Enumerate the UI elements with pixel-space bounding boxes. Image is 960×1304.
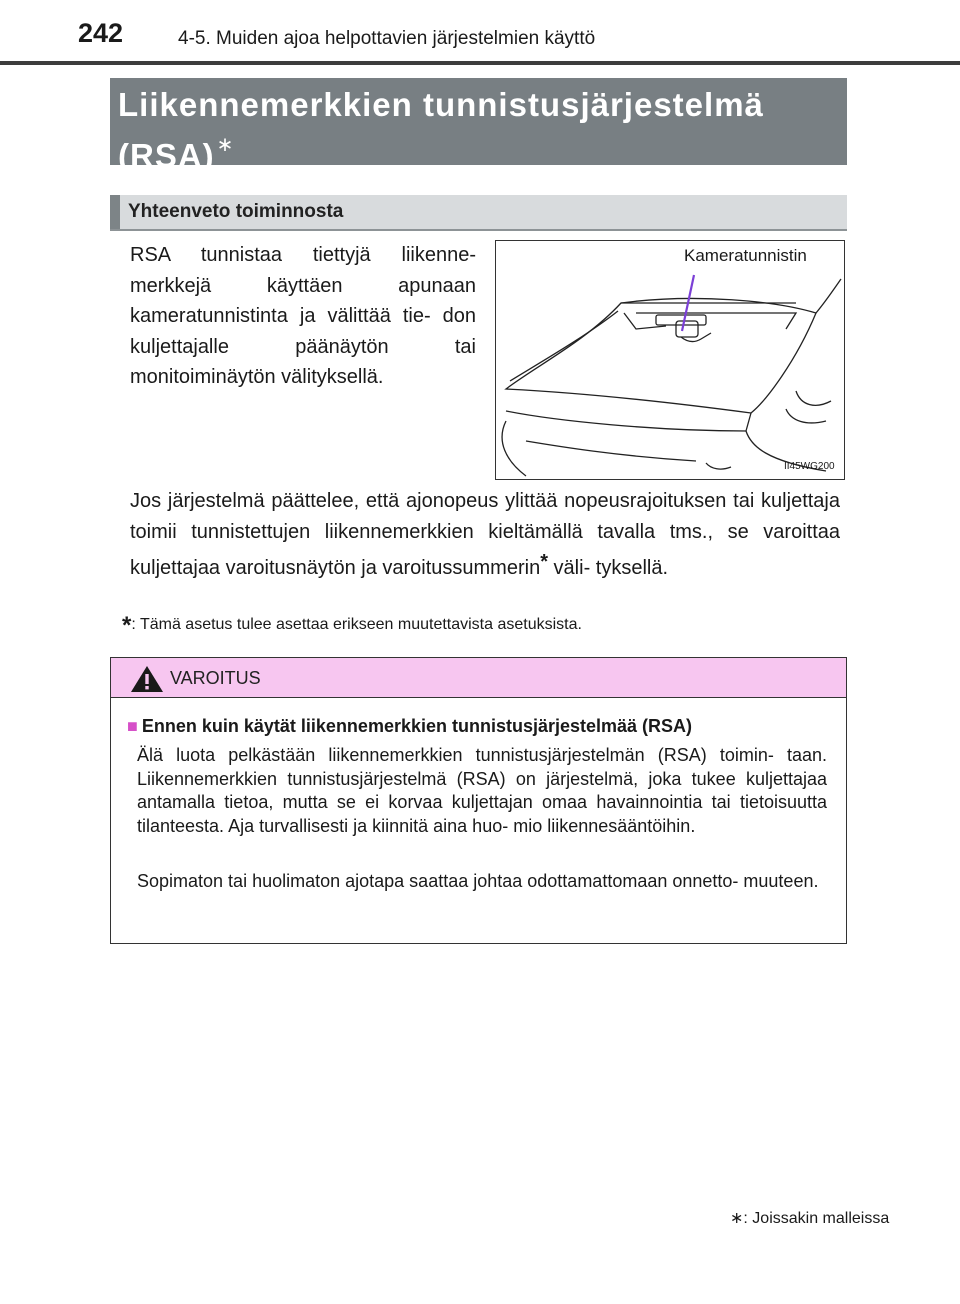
warning-triangle-icon — [130, 665, 164, 693]
page-title — [118, 84, 837, 176]
models-footnote-star: ∗ — [730, 1210, 744, 1227]
warning-header — [111, 658, 846, 698]
square-bullet-icon: ■ — [127, 716, 138, 736]
title-line-1: Liikennemerkkien tunnistusjärjestelmä — [118, 86, 764, 123]
subheader-text: Yhteenveto toiminnosta — [128, 201, 344, 222]
body-star: * — [540, 551, 548, 573]
figure-label-camera-sensor: Kameratunnistin — [684, 246, 807, 265]
warning-paragraph-2: Sopimaton tai huolimaton ajotapa saattaa johtaa odottamattomaan onnetto- muuteen. — [137, 871, 819, 891]
header-divider — [0, 61, 960, 65]
footnote-text: : Tämä asetus tulee asettaa erikseen muutettavista asetuksista. — [131, 616, 582, 633]
windshield-illustration — [496, 241, 844, 479]
footnote — [122, 612, 582, 640]
body-text-after: väli- tyksellä. — [548, 557, 669, 579]
warning-box — [110, 657, 847, 944]
warning-subheading-text: Ennen kuin käytät liikennemerkkien tunnistusjärjestelmää (RSA) — [141, 716, 693, 736]
warning-paragraph-1: Älä luota pelkästään liikennemerkkien tunnistusjärjestelmän (RSA) toimin- taan. Liikennemerkkien tunnistusjärjestelmä (RSA) on järjestelmä, joka tukee kuljettajaa antamalla tietoa, mutta se ei korvaa kuljettajan omaa havainnointia tai tietoisuutta tilanteesta. Aja turvallisesti ja kiinnitä aina huo- mio liikennesääntöihin. — [137, 745, 827, 836]
warning-title: VAROITUS — [170, 668, 261, 688]
windshield-figure — [495, 240, 845, 480]
subheader-accent-bar — [110, 195, 120, 229]
models-footnote-text: : Joissakin malleissa — [743, 1210, 890, 1227]
title-line-2: (RSA) — [118, 137, 215, 174]
page-number: 242 — [78, 18, 124, 48]
intro-paragraph: RSA tunnistaa tiettyjä liikenne- merkkejä käyttäen apunaan kameratunnistinta ja välittää tie- don kuljettajalle päänäytön tai monitoiminäytön välityksellä. — [130, 244, 476, 388]
figure-code: II45WG200 — [784, 461, 835, 472]
footnote-star: * — [122, 612, 132, 639]
subheader — [110, 195, 847, 231]
warning-subheading — [127, 716, 692, 737]
title-marker: ∗ — [216, 134, 235, 156]
body-paragraph — [130, 486, 840, 584]
section-header: 4-5. Muiden ajoa helpottavien järjestelmien käyttö — [178, 28, 596, 49]
body-text-before: Jos järjestelmä päättelee, että ajonopeus ylittää nopeusrajoituksen tai kuljettaja toimii tunnistettujen liikennemerkkien kieltämällä tavalla tms., se varoittaa kuljettajaa varoitusnäytön ja varoitussummerin — [130, 490, 840, 579]
title-banner — [110, 78, 847, 174]
models-footnote — [730, 1208, 889, 1228]
